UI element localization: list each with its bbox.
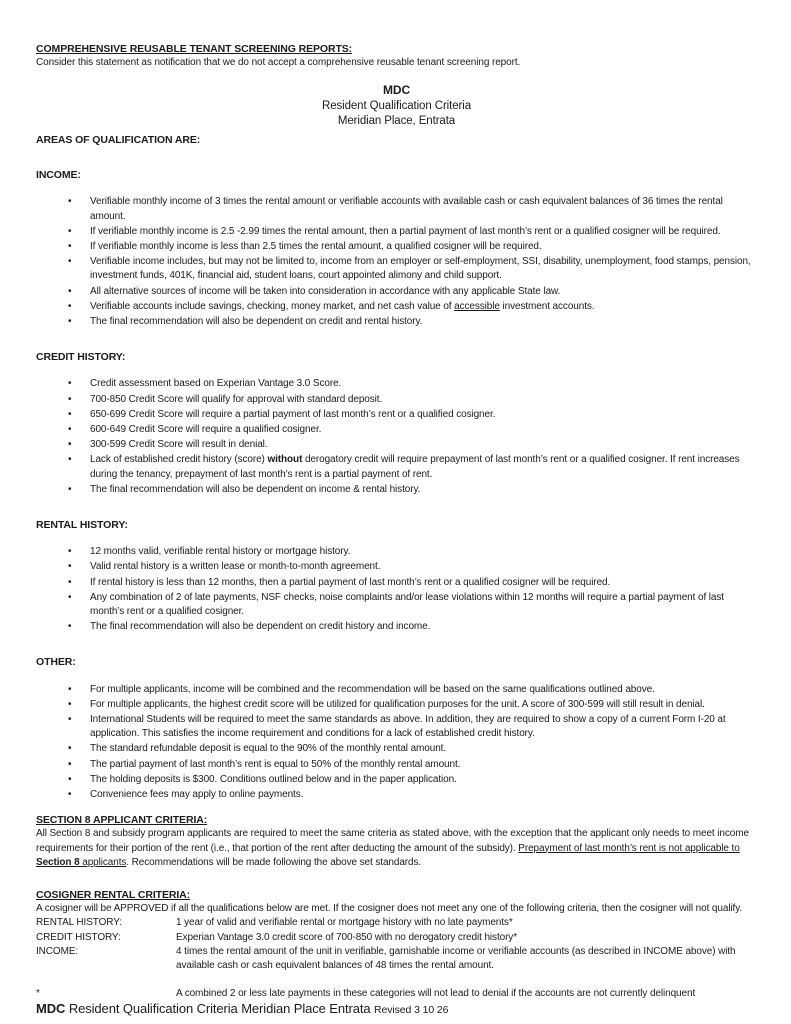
screening-reports-note: Consider this statement as notification that we do not accept a comprehensive reusable tenant screening report. [36, 57, 521, 69]
text-segment: Verifiable income includes, but may not be limited to, income from an employer or self-employment, SSI, disability, unemployment, food stamps, pension, investment funds, 401K, financial aid, student loans, court appointed alimony and child support. [90, 256, 751, 282]
screening-reports-header [36, 42, 757, 70]
footnote-mark: * [36, 988, 40, 1000]
cosigner-row-label: CREDIT HISTORY: [36, 931, 121, 943]
bullet-item [90, 453, 757, 481]
text-segment: For multiple applicants, the highest credit score will be utilized for qualification purposes for the unit. A score of 300-599 will still result in denial. [90, 698, 705, 710]
section8-criteria [36, 813, 757, 870]
text-segment: . Recommendations will be made following the above set standards. [126, 856, 422, 868]
text-segment: investment accounts. [499, 300, 595, 312]
footer-revision: Revised 3 10 26 [374, 1004, 449, 1017]
bullet-list [36, 377, 757, 497]
property-title: Meridian Place, Entrata [337, 115, 456, 128]
text-segment: Verifiable monthly income of 3 times the rental amount or verifiable accounts with available cash or cash equivalent balances of 36 times the rental amount. [90, 196, 723, 222]
bullet-item [90, 438, 757, 452]
bullet-item [90, 285, 757, 299]
text-segment: Convenience fees may apply to online payments. [90, 789, 304, 801]
text-segment: Valid rental history is a written lease or month-to-month agreement. [90, 561, 381, 573]
text-segment: If verifiable monthly income is 2.5 -2.99 times the rental amount, then a partial payment of last month’s rent or a qualified cosigner will be required. [90, 225, 721, 237]
cosigner-row-label: INCOME: [36, 945, 79, 957]
bullet-list [36, 683, 757, 803]
bullet-item [90, 698, 757, 712]
text-segment: The partial payment of last month’s rent is equal to 50% of the monthly rental amount. [90, 758, 461, 770]
bullet-item [90, 773, 757, 787]
section-heading: RENTAL HISTORY: [36, 518, 128, 531]
text-segment: For multiple applicants, income will be combined and the recommendation will be based on the same qualifications outlined above. [90, 683, 655, 695]
text-segment: The final recommendation will also be dependent on credit history and income. [90, 621, 431, 633]
cosigner-row-value: Experian Vantage 3.0 credit score of 700-850 with no derogatory credit history* [176, 931, 518, 943]
text-segment: applicants [79, 856, 127, 868]
text-segment: Verifiable accounts include savings, checking, money market, and net cash value of [90, 300, 455, 312]
qualification-sections [36, 147, 757, 803]
text-segment: 12 months valid, verifiable rental history or mortgage history. [90, 546, 351, 558]
section-heading: CREDIT HISTORY: [36, 351, 126, 364]
text-segment: without [267, 454, 303, 466]
section-heading: OTHER: [36, 656, 76, 669]
cosigner-heading: COSIGNER RENTAL CRITERIA: [36, 889, 191, 902]
cosigner-row-value: 4 times the rental amount of the unit in verifiable, garnishable income or verifiable accounts (as described in INCOME above) with available cash or cash equivalent balances of 48 times the rental amount. [176, 945, 736, 972]
cosigner-row-label: RENTAL HISTORY: [36, 917, 122, 929]
bullet-item [90, 195, 757, 223]
bullet-item [90, 255, 757, 283]
bullet-item [90, 560, 757, 574]
org-title: MDC [382, 83, 411, 98]
text-segment: The final recommendation will also be dependent on credit and rental history. [90, 315, 423, 327]
text-segment: 650-699 Credit Score will require a partial payment of last month’s rent or a qualified cosigner. [90, 408, 496, 420]
bullet-item [90, 576, 757, 590]
text-segment: Credit assessment based on Experian Vantage 3.0 Score. [90, 378, 342, 390]
page-footer [36, 1001, 757, 1024]
title-block [36, 83, 757, 130]
bullet-item [90, 742, 757, 756]
text-segment: The final recommendation will also be dependent on income & rental history. [90, 483, 421, 495]
text-segment: The holding deposits is $300. Conditions outlined below and in the paper application. [90, 773, 457, 785]
text-segment: The standard refundable deposit is equal to the 90% of the monthly rental amount. [90, 743, 447, 755]
bullet-item [90, 620, 757, 634]
section-heading: INCOME: [36, 169, 81, 182]
cosigner-intro: A cosigner will be APPROVED if all the qualifications below are met. If the cosigner does not meet any one of the following criteria, then the cosigner will not qualify. [36, 903, 743, 915]
text-segment: All Section 8 and subsidy program applicants are required to meet the same criteria as stated above, with the exception that the applicant only needs to meet income requirements for their portion of the rent (i.e., that portion of the rent after deducting the amount of the subsidy). [36, 828, 749, 854]
bullet-item [90, 545, 757, 559]
bullet-item [90, 788, 757, 802]
document-title: Resident Qualification Criteria [321, 99, 472, 112]
bullet-item [90, 225, 757, 239]
cosigner-row-value: 1 year of valid and verifiable rental or mortgage history with no late payments* [176, 917, 513, 929]
bullet-item [90, 240, 757, 254]
text-segment: Lack of established credit history (score) [90, 454, 268, 466]
bullet-list [36, 195, 757, 329]
footnote-text: A combined 2 or less late payments in these categories will not lead to denial if the accounts are not currently delinquent [176, 988, 696, 1000]
text-segment: Section 8 [36, 856, 80, 868]
text-segment: If verifiable monthly income is less than 2.5 times the rental amount, a qualified cosigner will be required. [90, 240, 542, 252]
text-segment: derogatory credit will require prepayment of last month’s rent or a qualified cosigner. If rent increases during the tenancy, prepayment of last month’s rent is a partial payment of rent. [90, 454, 740, 480]
bullet-item [90, 408, 757, 422]
bullet-item [90, 713, 757, 741]
footer-title: Resident Qualification Criteria Meridian Place Entrata [65, 1001, 375, 1017]
text-segment: accessible [454, 300, 500, 312]
bullet-item [90, 393, 757, 407]
footnote-row [36, 987, 757, 1001]
bullet-list [36, 545, 757, 634]
cosigner-criteria [36, 888, 757, 1001]
text-segment: International Students will be required to meet the same standards as above. In addition, they are required to show a copy of a current Form I-20 at application. This satisfies the income requirement and conditions for a lack of established credit history. [90, 714, 726, 740]
bullet-item [90, 483, 757, 497]
bullet-item [90, 683, 757, 697]
bullet-item [90, 300, 757, 314]
section8-paragraph [36, 827, 757, 870]
screening-reports-heading: COMPREHENSIVE REUSABLE TENANT SCREENING REPORTS: [36, 43, 353, 55]
text-segment: Prepayment of last month’s rent is not applicable to [518, 842, 740, 854]
bullet-item [90, 758, 757, 772]
section8-heading: SECTION 8 APPLICANT CRITERIA: [36, 814, 208, 827]
bullet-item [90, 315, 757, 329]
text-segment: 700-850 Credit Score will qualify for approval with standard deposit. [90, 393, 383, 405]
areas-of-qualification-heading: AREAS OF QUALIFICATION ARE: [36, 133, 201, 146]
cosigner-criteria-table [36, 916, 757, 973]
bullet-item [90, 591, 757, 619]
text-segment: 600-649 Credit Score will require a qualified cosigner. [90, 423, 322, 435]
text-segment: All alternative sources of income will be taken into consideration in accordance with any applicable State law. [90, 285, 561, 297]
text-segment: 300-599 Credit Score will result in denial. [90, 439, 268, 451]
bullet-item [90, 377, 757, 391]
text-segment: Any combination of 2 of late payments, NSF checks, noise complaints and/or lease violations within 12 months will require a partial payment of last month’s rent or a qualified cosigner. [90, 591, 724, 617]
text-segment: If rental history is less than 12 months, then a partial payment of last month’s rent or a qualified cosigner will be required. [90, 576, 611, 588]
footer-org: MDC [36, 1001, 66, 1017]
bullet-item [90, 423, 757, 437]
